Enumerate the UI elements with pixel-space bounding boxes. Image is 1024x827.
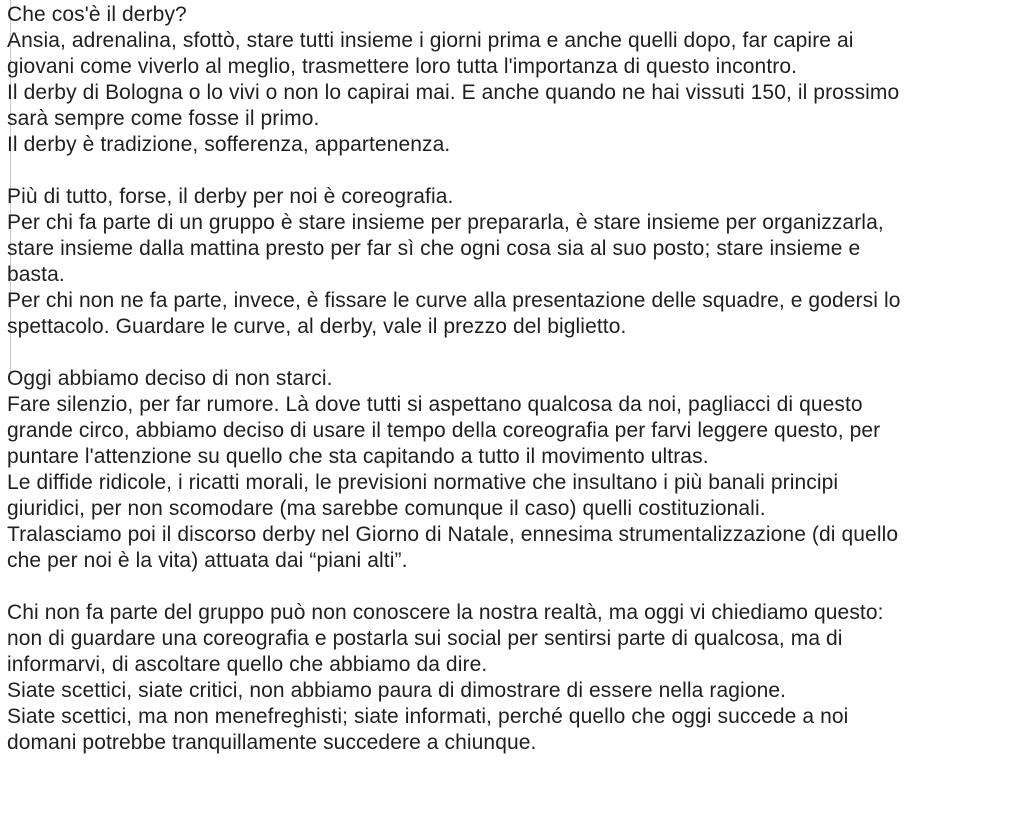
paragraph-line: Che cos'è il derby? bbox=[7, 3, 187, 26]
paragraph-line: Il derby di Bologna o lo vivi o non lo capirai mai. E anche quando ne hai vissuti 150, il prossimo bbox=[7, 81, 900, 104]
paragraph-line: stare insieme dalla mattina presto per far sì che ogni cosa sia al suo posto; stare insieme e bbox=[7, 237, 861, 260]
paragraph-line: che per noi è la vita) attuata dai “piani alti”. bbox=[7, 549, 408, 572]
paragraph-line: Siate scettici, ma non menefreghisti; siate informati, perché quello che oggi succede a noi bbox=[7, 705, 849, 728]
paragraph-line: domani potrebbe tranquillamente succedere a chiunque. bbox=[7, 731, 537, 754]
paragraph-line: Per chi non ne fa parte, invece, è fissare le curve alla presentazione delle squadre, e godersi lo bbox=[7, 289, 901, 312]
paragraph-spacer bbox=[7, 574, 1022, 600]
paragraph-line: Ansia, adrenalina, sfottò, stare tutti insieme i giorni prima e anche quelli dopo, far capire ai bbox=[7, 29, 854, 52]
paragraph-line: sarà sempre come fosse il primo. bbox=[7, 107, 320, 130]
paragraph-line: Il derby è tradizione, sofferenza, appartenenza. bbox=[7, 133, 451, 156]
paragraph-spacer bbox=[7, 158, 1022, 184]
paragraph-line: grande circo, abbiamo deciso di usare il tempo della coreografia per farvi leggere questo, per bbox=[7, 419, 881, 442]
paragraph-line: informarvi, di ascoltare quello che abbiamo da dire. bbox=[7, 653, 488, 676]
paragraph-line: giovani come viverlo al meglio, trasmettere loro tutta l'importanza di questo incontro. bbox=[7, 55, 798, 78]
paragraph-line: Fare silenzio, per far rumore. Là dove tutti si aspettano qualcosa da noi, pagliacci di questo bbox=[7, 393, 863, 416]
paragraph-line: Le diffide ridicole, i ricatti morali, le previsioni normative che insultano i più banali principi bbox=[7, 471, 839, 494]
paragraph-line: Per chi fa parte di un gruppo è stare insieme per prepararla, è stare insieme per organizzarla, bbox=[7, 211, 884, 234]
paragraph-line: Oggi abbiamo deciso di non starci. bbox=[7, 367, 333, 390]
document-body bbox=[7, 2, 1022, 756]
paragraph-line: basta. bbox=[7, 263, 65, 286]
paragraph-spacer bbox=[7, 340, 1022, 366]
paragraph-line: Tralasciamo poi il discorso derby nel Giorno di Natale, ennesima strumentalizzazione (di quello bbox=[7, 523, 899, 546]
paragraph-line: Più di tutto, forse, il derby per noi è coreografia. bbox=[7, 185, 454, 208]
paragraph-line: spettacolo. Guardare le curve, al derby, vale il prezzo del biglietto. bbox=[7, 315, 627, 338]
paragraph-line: giuridici, per non scomodare (ma sarebbe comunque il caso) quelli costituzionali. bbox=[7, 497, 766, 520]
paragraph-line: puntare l'attenzione su quello che sta capitando a tutto il movimento ultras. bbox=[7, 445, 709, 468]
paragraph-line: non di guardare una coreografia e postarla sui social per sentirsi parte di qualcosa, ma di bbox=[7, 627, 843, 650]
paragraph-line: Siate scettici, siate critici, non abbiamo paura di dimostrare di essere nella ragione. bbox=[7, 679, 787, 702]
paragraph-line: Chi non fa parte del gruppo può non conoscere la nostra realtà, ma oggi vi chiediamo questo: bbox=[7, 601, 884, 624]
